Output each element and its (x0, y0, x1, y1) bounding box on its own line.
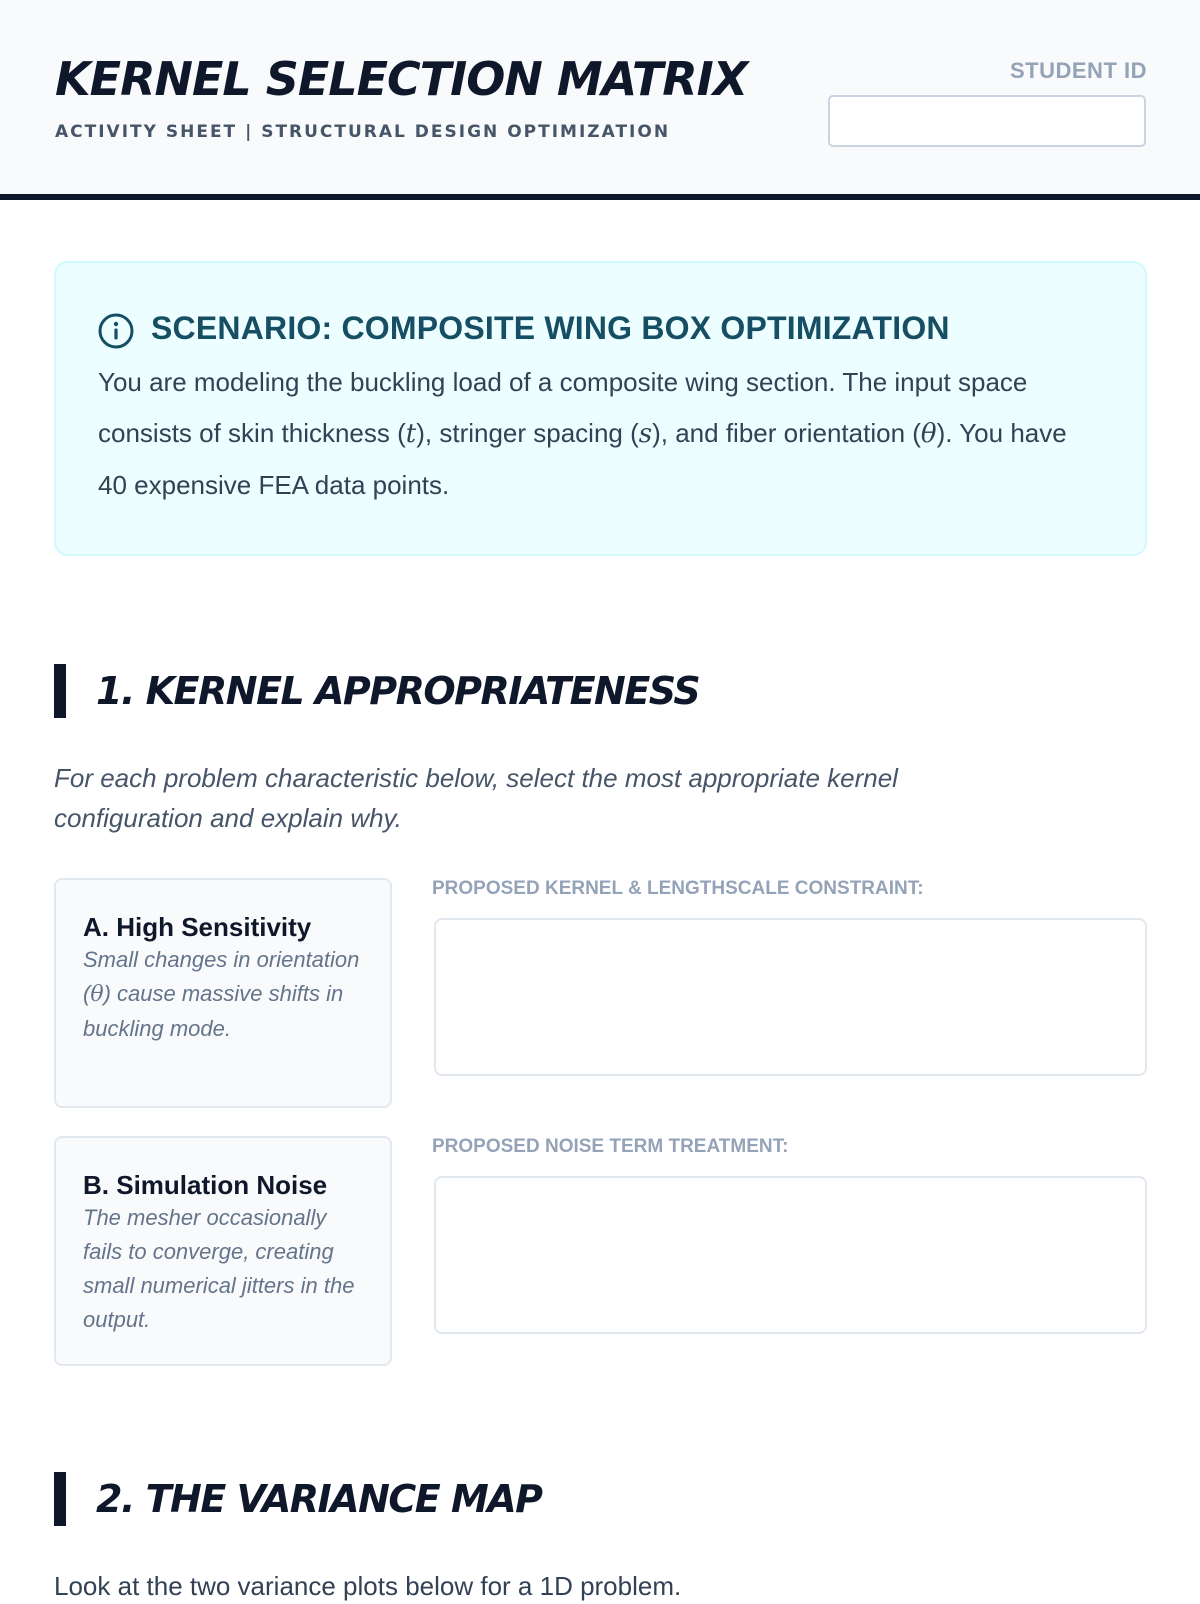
kernel-constraint-answer[interactable] (434, 918, 1147, 1076)
card-description: Small changes in orientation (θ) cause massive shifts in buckling mode. (83, 947, 360, 1041)
noise-treatment-answer[interactable] (434, 1176, 1147, 1334)
section-marker (54, 1472, 66, 1526)
section-marker (54, 664, 66, 718)
characteristic-card-high-sensitivity (54, 878, 392, 1108)
card-description: The mesher occasionally fails to converge, creating small numerical jitters in the output. (83, 1205, 355, 1332)
var-stringer-spacing: s (638, 419, 653, 449)
worksheet-subtitle: ACTIVITY SHEET | STRUCTURAL DESIGN OPTIMIZATION (55, 122, 671, 142)
scenario-title: SCENARIO: COMPOSITE WING BOX OPTIMIZATION (151, 310, 950, 346)
student-id-label: STUDENT ID (1010, 58, 1147, 83)
scenario-description: You are modeling the buckling load of a composite wing section. The input space consists of skin thickness (t), stringer spacing (s), and fiber orientation (θ). You have 40 expensive FEA data points. (98, 367, 1067, 500)
noise-treatment-label: PROPOSED NOISE TERM TREATMENT: (432, 1136, 789, 1157)
section-2-title: 2. THE VARIANCE MAP (96, 1477, 542, 1521)
info-icon (98, 313, 134, 349)
characteristic-card-simulation-noise (54, 1136, 392, 1366)
scenario-callout (54, 261, 1147, 556)
student-id-input[interactable] (828, 95, 1146, 147)
section-1-intro: For each problem characteristic below, select the most appropriate kernel configuration and explain why. (54, 763, 898, 833)
worksheet-header (0, 0, 1200, 200)
section-2-intro: Look at the two variance plots below for a 1D problem. (54, 1571, 682, 1601)
worksheet-title: KERNEL SELECTION MATRIX (55, 52, 748, 106)
card-title: A. High Sensitivity (83, 912, 312, 942)
var-skin-thickness: t (405, 419, 417, 449)
card-title: B. Simulation Noise (83, 1170, 328, 1200)
var-fiber-orientation: θ (920, 419, 937, 449)
kernel-constraint-label: PROPOSED KERNEL & LENGTHSCALE CONSTRAINT: (432, 878, 924, 899)
section-1-title: 1. KERNEL APPROPRIATENESS (96, 669, 700, 713)
